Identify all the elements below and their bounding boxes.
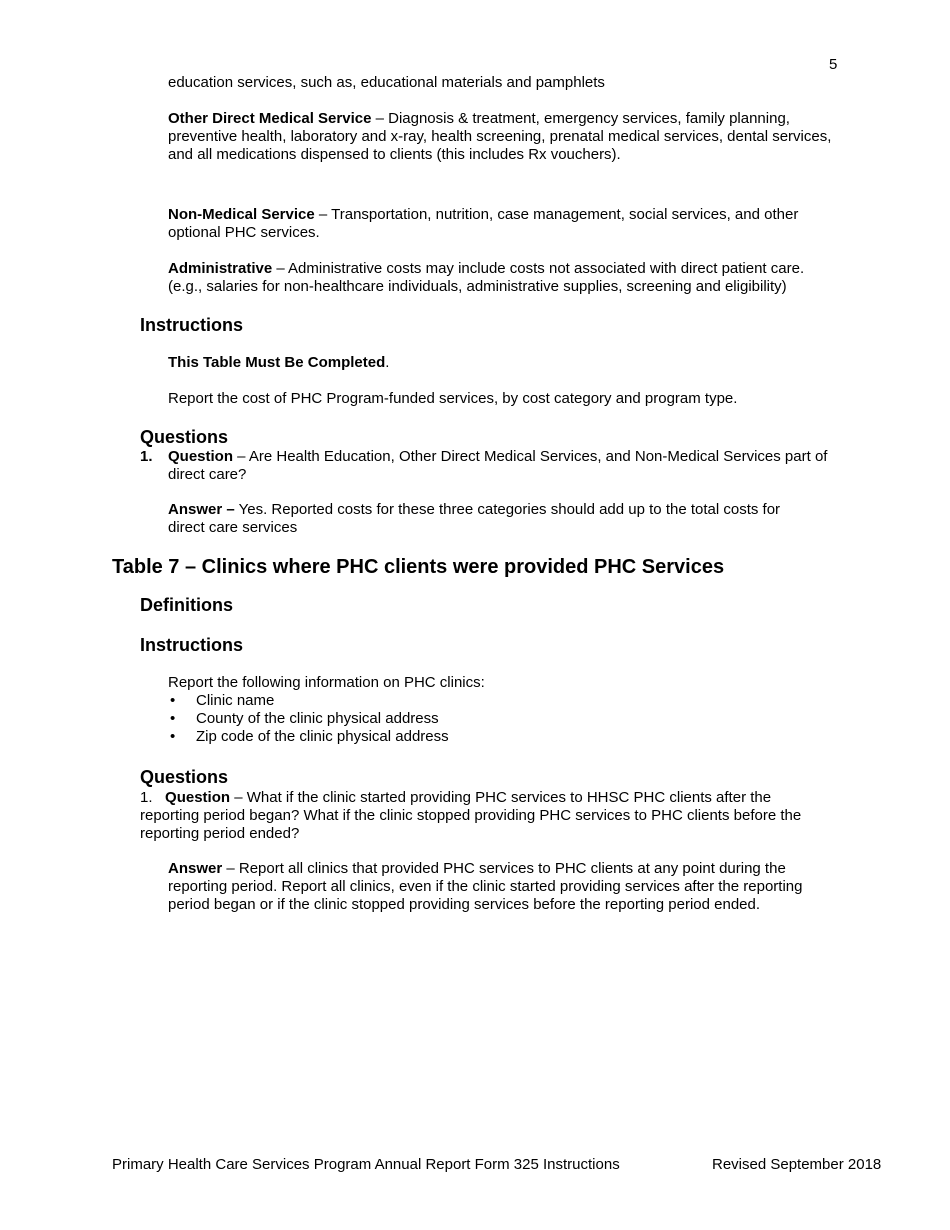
answer-text: Yes. Reported costs for these three categories should add up to the total costs for direct care services (168, 501, 781, 536)
list-item-text: County of the clinic physical address (196, 710, 439, 727)
question-label: Question (165, 789, 231, 806)
question-label: Question (168, 448, 234, 465)
question-number: 1. (140, 789, 153, 806)
page-number: 5 (829, 56, 838, 73)
question-1 (140, 789, 830, 843)
question-number: 1. (140, 448, 153, 465)
definition-term: Administrative (168, 260, 273, 277)
bullet-icon: • (170, 728, 176, 745)
footer-revision: Revised September 2018 (712, 1156, 882, 1173)
definition-non-medical (168, 206, 838, 242)
definitions-heading: Definitions (140, 595, 233, 615)
answer-1 (168, 501, 808, 537)
question-1 (168, 448, 834, 484)
answer-label: Answer (168, 860, 223, 877)
questions-heading: Questions (140, 767, 229, 787)
question-text: – Are Health Education, Other Direct Medical Services, and Non-Medical Services part of direct care? (168, 448, 828, 483)
report-cost-text: Report the cost of PHC Program-funded services, by cost category and program type. (168, 390, 738, 407)
list-item (168, 692, 449, 710)
definition-term: Non-Medical Service (168, 206, 315, 223)
must-complete-tail: . (385, 354, 390, 371)
definition-text: – Administrative costs may include costs not associated with direct patient care. (e.g., salaries for non-healthcare individuals, administrative supplies, screening and eligibility) (168, 260, 805, 295)
question-text: – What if the clinic started providing PHC services to HHSC PHC clients after the reporting period began? What if the clinic stopped providing PHC services to PHC clients before the reporting period ended? (140, 789, 802, 842)
list-item (168, 710, 449, 728)
footer-title: Primary Health Care Services Program Annual Report Form 325 Instructions (112, 1156, 620, 1173)
instructions-heading: Instructions (140, 635, 244, 655)
table-7-title: Table 7 – Clinics where PHC clients were provided PHC Services (112, 556, 725, 578)
definition-other-direct-medical (168, 110, 838, 164)
answer-1 (168, 860, 828, 914)
answer-text: – Report all clinics that provided PHC services to PHC clients at any point during the reporting period. Report all clinics, even if the clinic started providing services after the reporting period began or if the clinic stopped providing services before the reporting period ended. (168, 860, 803, 913)
list-item-text: Zip code of the clinic physical address (196, 728, 449, 745)
must-complete-label: This Table Must Be Completed (168, 354, 386, 371)
definition-text: – Diagnosis & treatment, emergency services, family planning, preventive health, laboratory and x-ray, health screening, prenatal medical services, dental services, and all medications dispensed to clients (this includes Rx vouchers). (168, 110, 832, 163)
report-intro: Report the following information on PHC clinics: (168, 674, 485, 691)
list-item-text: Clinic name (196, 692, 275, 709)
questions-heading: Questions (140, 427, 229, 447)
bullet-icon: • (170, 692, 176, 709)
must-complete-note (168, 354, 838, 372)
definition-text: – Transportation, nutrition, case management, social services, and other optional PHC services. (168, 206, 799, 241)
instructions-heading: Instructions (140, 315, 244, 335)
bullet-icon: • (170, 710, 176, 727)
intro-line: education services, such as, educational materials and pamphlets (168, 74, 605, 91)
definition-term: Other Direct Medical Service (168, 110, 372, 127)
clinic-info-list (168, 692, 449, 746)
definition-administrative (168, 260, 838, 296)
list-item (168, 728, 449, 746)
answer-label: Answer – (168, 501, 235, 518)
